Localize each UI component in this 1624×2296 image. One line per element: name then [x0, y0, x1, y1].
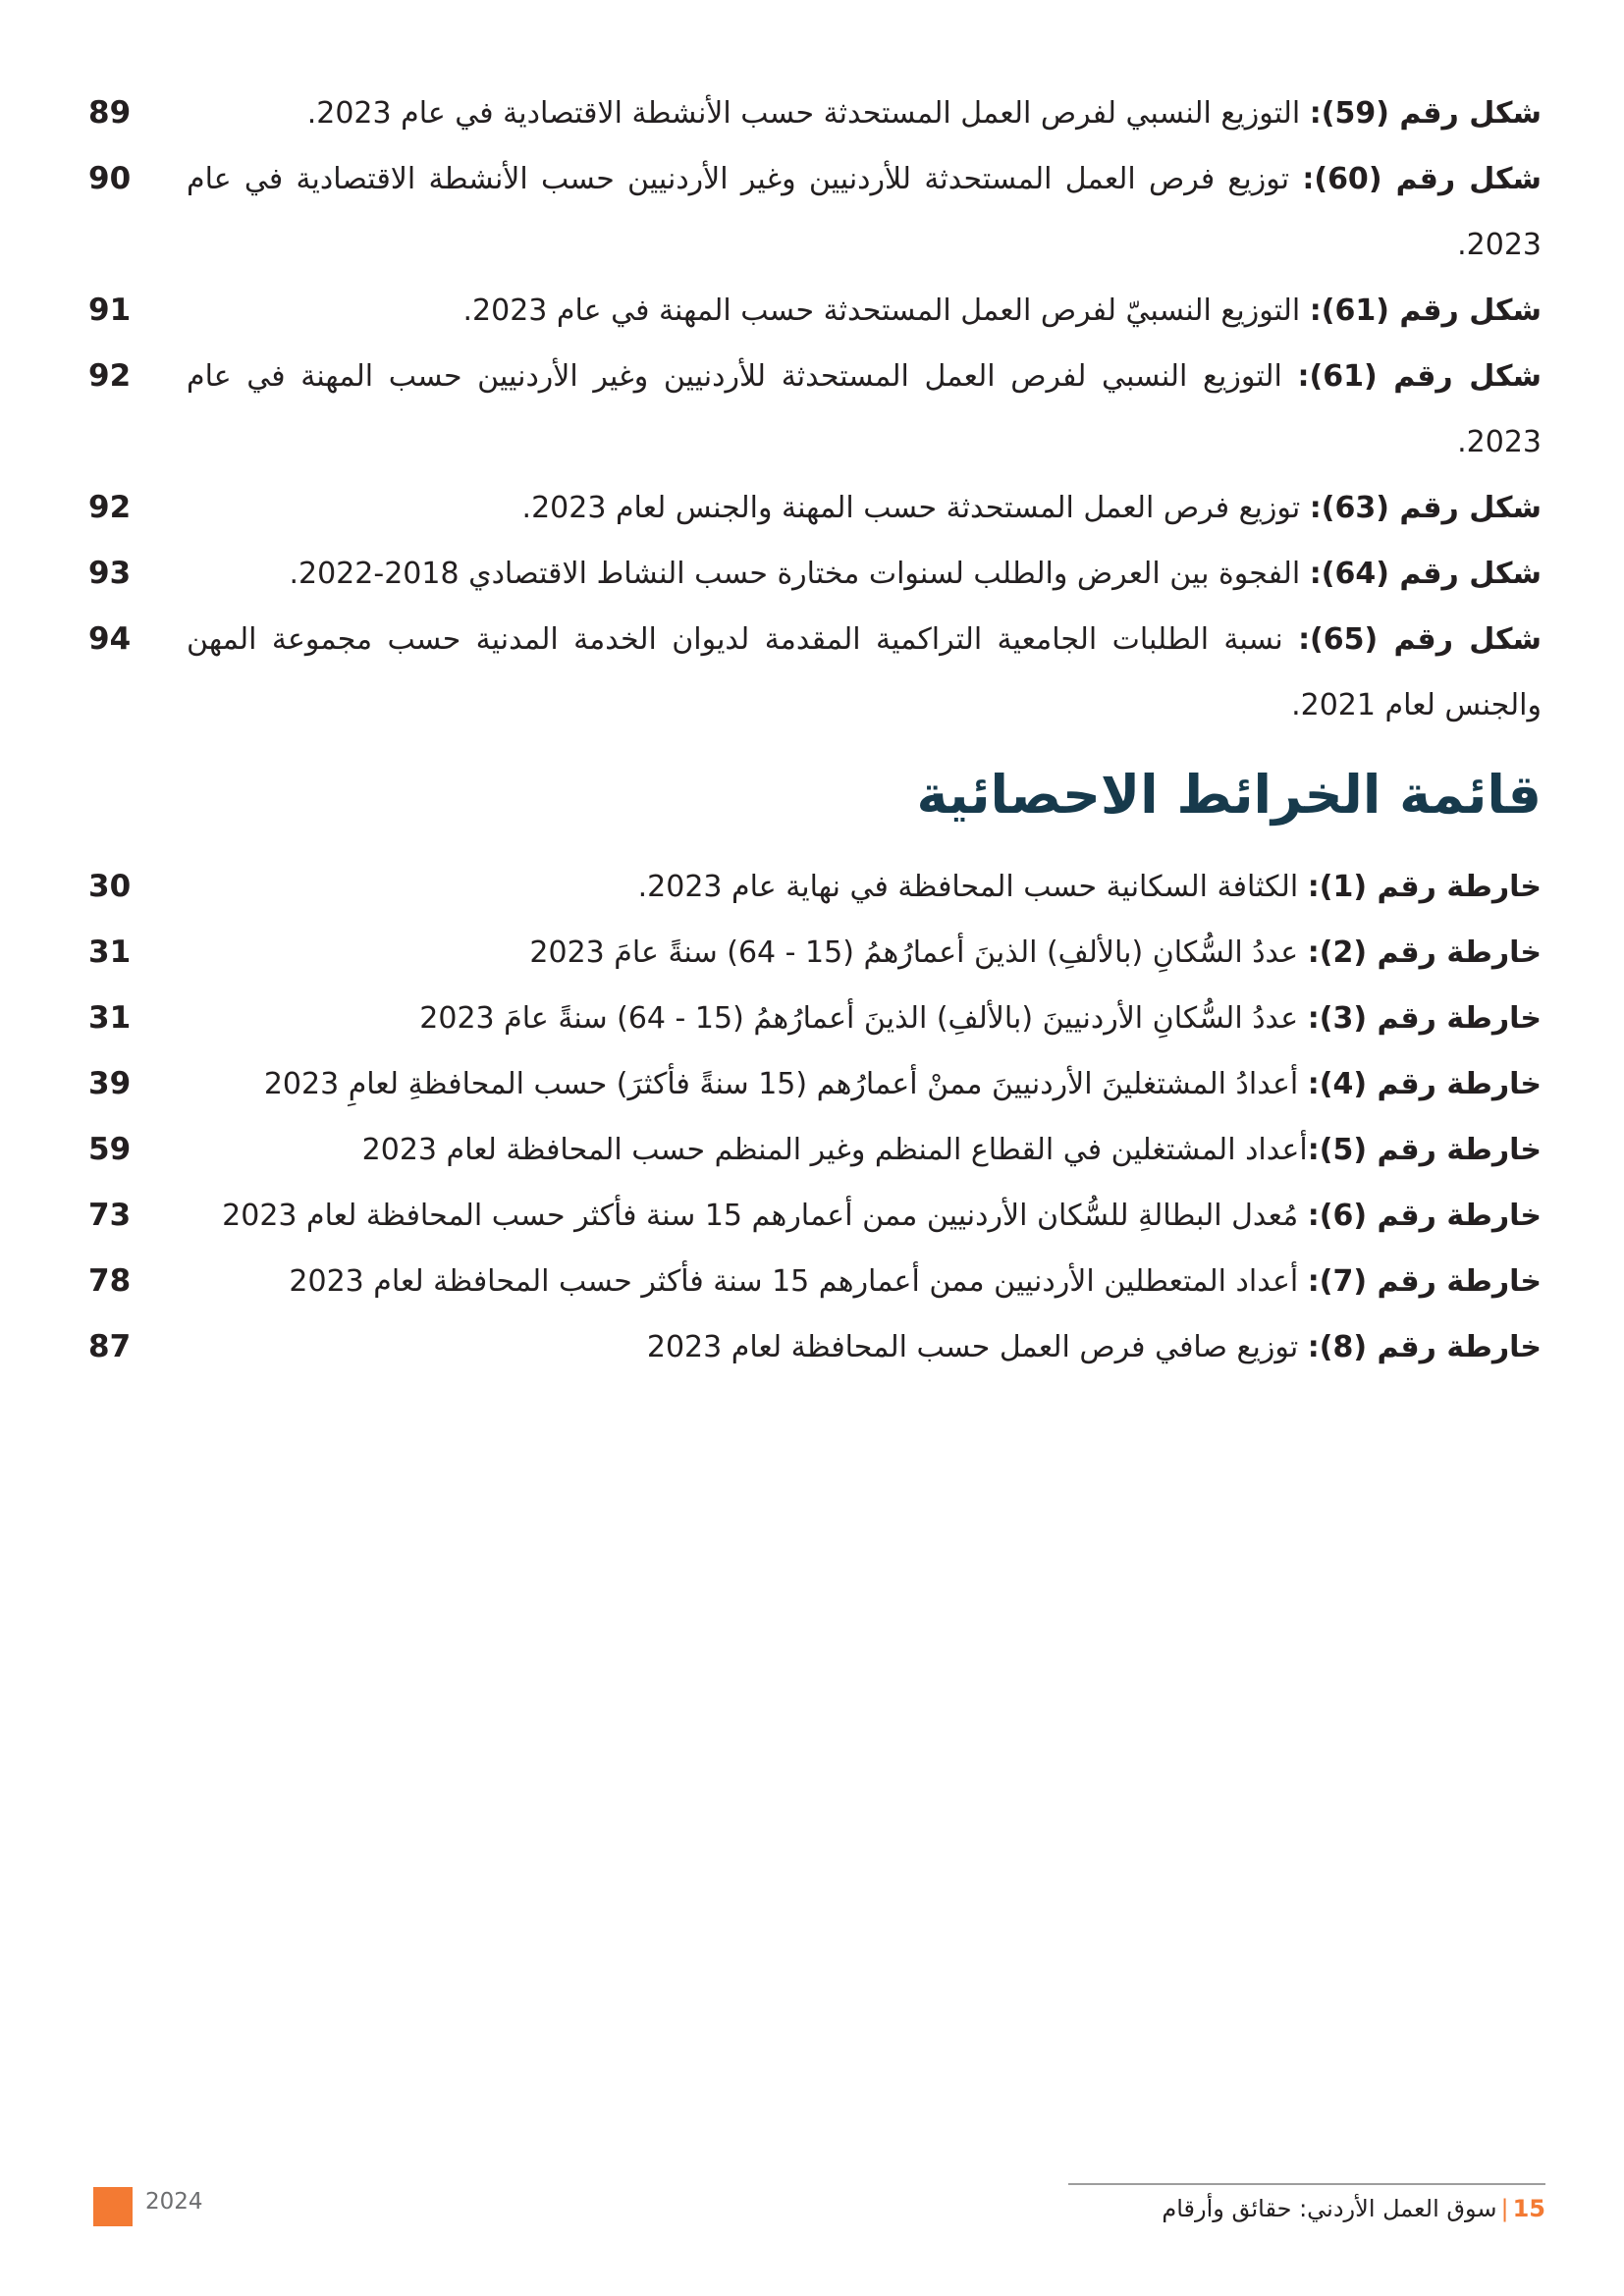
map-label: خارطة رقم (6): [1307, 1199, 1542, 1233]
figure-entry[interactable] [88, 146, 1542, 278]
map-entry[interactable] [88, 854, 1542, 920]
footer-year: 2024 [145, 2189, 203, 2215]
page-number: 31 [88, 934, 132, 970]
figure-title: التوزيع النسبي لفرص العمل المستحدثة للأردنيين وغير الأردنيين حسب المهنة في عام 2023. [187, 359, 1542, 459]
map-label: خارطة رقم (4): [1307, 1067, 1542, 1101]
figure-label: شكل رقم (64): [1309, 557, 1542, 591]
page-number: 30 [88, 869, 132, 904]
figure-label: شكل رقم (63): [1309, 491, 1542, 525]
toc-content [88, 80, 1542, 1380]
map-label: خارطة رقم (3): [1307, 1001, 1542, 1036]
map-entry[interactable] [88, 1183, 1542, 1249]
page-number: 93 [88, 556, 132, 591]
map-entry[interactable] [88, 920, 1542, 986]
page-number: 91 [88, 293, 132, 328]
page-number: 39 [88, 1066, 132, 1101]
figure-entry[interactable] [88, 278, 1542, 344]
page-number: 92 [88, 358, 132, 394]
map-entry[interactable] [88, 986, 1542, 1051]
map-entry[interactable] [88, 1051, 1542, 1117]
figure-entry[interactable] [88, 607, 1542, 738]
map-label: خارطة رقم (8): [1307, 1330, 1542, 1364]
figure-title: نسبة الطلبات الجامعية التراكمية المقدمة لديوان الخدمة المدنية حسب مجموعة المهن والجنس لعام 2021. [187, 622, 1542, 722]
map-entry[interactable] [88, 1117, 1542, 1183]
figure-title: الفجوة بين العرض والطلب لسنوات مختارة حسب النشاط الاقتصادي 2018-2022. [289, 557, 1310, 591]
map-label: خارطة رقم (1): [1307, 870, 1542, 904]
map-title: مُعدل البطالةِ للسُّكان الأردنيين ممن أعمارهم 15 سنة فأكثر حسب المحافظة لعام 2023 [222, 1199, 1308, 1233]
page-number: 87 [88, 1329, 132, 1364]
map-label: خارطة رقم (5): [1307, 1133, 1542, 1167]
footer-page-number: 15 [1512, 2195, 1545, 2222]
figure-title: توزيع فرص العمل المستحدثة حسب المهنة والجنس لعام 2023. [521, 491, 1310, 525]
map-title: أعداد المشتغلين في القطاع المنظم وغير المنظم حسب المحافظة لعام 2023 [361, 1133, 1308, 1167]
figure-label: شكل رقم (61): [1297, 359, 1543, 394]
page-number: 90 [88, 161, 132, 196]
page-number: 31 [88, 1000, 132, 1036]
page-number: 92 [88, 490, 132, 525]
page-number: 59 [88, 1132, 132, 1167]
figure-label: شكل رقم (65): [1298, 622, 1542, 657]
figure-entry[interactable] [88, 344, 1542, 475]
maps-section-title: قائمة الخرائط الاحصائية [916, 764, 1542, 826]
map-entry[interactable] [88, 1249, 1542, 1314]
footer-running-head [1162, 2195, 1545, 2222]
figure-title: توزيع فرص العمل المستحدثة للأردنيين وغير الأردنيين حسب الأنشطة الاقتصادية في عام 2023. [187, 162, 1542, 262]
figure-title: التوزيع النسبيّ لفرص العمل المستحدثة حسب المهنة في عام 2023. [462, 294, 1310, 328]
figure-entry[interactable] [88, 541, 1542, 607]
footer-accent-square [93, 2187, 133, 2226]
page-number: 94 [88, 621, 132, 657]
map-title: توزيع صافي فرص العمل حسب المحافظة لعام 2023 [646, 1330, 1308, 1364]
figure-label: شكل رقم (61): [1309, 294, 1542, 328]
map-title: عددُ السُّكانِ الأردنيينَ (بالألفِ) الذينَ أعمارُهمُ (15 - 64) سنةً عامَ 2023 [419, 1001, 1308, 1036]
figure-entry[interactable] [88, 475, 1542, 541]
map-entry[interactable] [88, 1314, 1542, 1380]
footer-divider [1068, 2183, 1545, 2185]
figure-entry[interactable] [88, 80, 1542, 146]
map-title: عددُ السُّكانِ (بالألفِ) الذينَ أعمارُهمُ (15 - 64) سنةً عامَ 2023 [529, 935, 1308, 970]
figure-label: شكل رقم (59): [1309, 96, 1542, 131]
figure-title: التوزيع النسبي لفرص العمل المستحدثة حسب الأنشطة الاقتصادية في عام 2023. [306, 96, 1310, 131]
map-title: أعداد المتعطلين الأردنيين ممن أعمارهم 15 سنة فأكثر حسب المحافظة لعام 2023 [289, 1264, 1308, 1299]
map-title: أعدادُ المشتغلينَ الأردنيينَ ممنْ أعمارُهم (15 سنةً فأكثرَ) حسب المحافظةِ لعامِ 2023 [263, 1067, 1308, 1101]
footer-separator: | [1500, 2195, 1509, 2222]
page-number: 78 [88, 1263, 132, 1299]
page-number: 89 [88, 95, 132, 131]
footer-publication-title: سوق العمل الأردني: حقائق وأرقام [1162, 2195, 1497, 2222]
map-title: الكثافة السكانية حسب المحافظة في نهاية عام 2023. [637, 870, 1308, 904]
page-number: 73 [88, 1198, 132, 1233]
figure-label: شكل رقم (60): [1302, 162, 1543, 196]
map-label: خارطة رقم (7): [1307, 1264, 1542, 1299]
map-label: خارطة رقم (2): [1307, 935, 1542, 970]
